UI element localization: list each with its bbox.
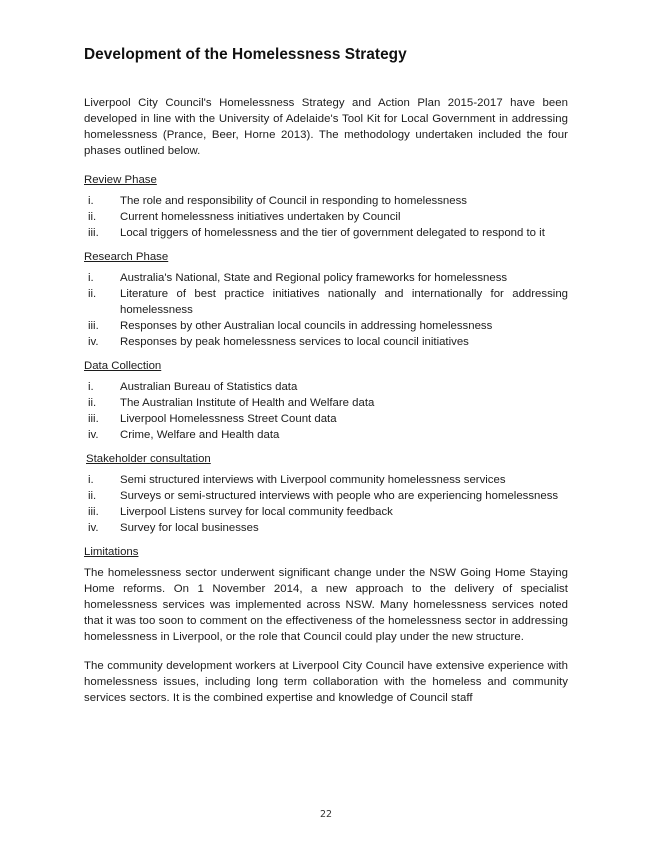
document-page	[84, 46, 568, 719]
list-item-text: The Australian Institute of Health and Welfare data	[120, 397, 375, 409]
list-item	[84, 270, 568, 286]
stakeholder-consultation-list	[84, 472, 568, 536]
list-number: iii.	[88, 413, 99, 425]
list-item	[84, 193, 568, 209]
list-item	[84, 225, 568, 241]
list-number: i.	[88, 272, 94, 284]
list-item	[84, 520, 568, 536]
list-item-text: Liverpool Homelessness Street Count data	[120, 413, 337, 425]
list-item	[84, 379, 568, 395]
list-item-text: Survey for local businesses	[120, 522, 259, 534]
list-item	[84, 411, 568, 427]
list-item	[84, 488, 568, 504]
list-number: iv.	[88, 429, 99, 441]
research-phase-list	[84, 270, 568, 350]
list-item	[84, 334, 568, 350]
list-number: iv.	[88, 522, 99, 534]
intro-paragraph: Liverpool City Council's Homelessness Strategy and Action Plan 2015-2017 have been developed in line with the University of Adelaide's Tool Kit for Local Government in addressing homelessness (Prance, Beer, Horne 2013). The methodology undertaken included the four phases outlined below.	[84, 97, 568, 157]
list-item	[84, 395, 568, 411]
section-heading: Research Phase	[84, 251, 169, 263]
list-item	[84, 427, 568, 443]
list-item	[84, 209, 568, 225]
list-number: ii.	[88, 397, 97, 409]
review-phase-list	[84, 193, 568, 241]
list-item-text: Australia's National, State and Regional policy frameworks for homelessness	[120, 272, 508, 284]
list-number: iii.	[88, 227, 99, 239]
list-item	[84, 472, 568, 488]
limitations-paragraph: The community development workers at Liverpool City Council have extensive experience with homelessness issues, including long term collaboration with the homeless and community services sectors. It is the combined expertise and knowledge of Council staff	[84, 660, 568, 704]
limitations-paragraph: The homelessness sector underwent significant change under the NSW Going Home Staying Home reforms. On 1 November 2014, a new approach to the delivery of specialist homelessness services was implemented across NSW. Many homelessness services noted that it was too soon to comment on the effectiveness of the homelessness sector in addressing homelessness in Liverpool, or the role that Council could play under the new structure.	[84, 567, 568, 643]
list-number: i.	[88, 195, 94, 207]
list-number: ii.	[88, 211, 97, 223]
list-number: iii.	[88, 506, 99, 518]
list-item-text: The role and responsibility of Council in responding to homelessness	[120, 195, 467, 207]
section-heading: Review Phase	[84, 174, 157, 186]
list-item-text: Responses by peak homelessness services to local council initiatives	[120, 336, 469, 348]
page-number: 22	[319, 809, 333, 820]
list-item-text: Crime, Welfare and Health data	[120, 429, 280, 441]
list-item-text: Australian Bureau of Statistics data	[120, 381, 298, 393]
page-title: Development of the Homelessness Strategy	[84, 46, 407, 63]
section-review-phase	[84, 172, 568, 241]
list-item-text: Current homelessness initiatives undertaken by Council	[120, 211, 401, 223]
list-number: ii.	[88, 490, 97, 502]
list-item	[84, 504, 568, 520]
list-number: ii.	[88, 288, 97, 300]
section-stakeholder-consultation	[84, 451, 568, 536]
section-heading: Limitations	[84, 546, 139, 558]
section-limitations	[84, 544, 568, 706]
list-number: iv.	[88, 336, 99, 348]
list-number: i.	[88, 381, 94, 393]
list-item-text: Responses by other Australian local councils in addressing homelessness	[120, 320, 493, 332]
list-item	[84, 318, 568, 334]
list-item-text: Literature of best practice initiatives nationally and internationally for addressing homelessness	[120, 288, 568, 316]
section-data-collection	[84, 358, 568, 443]
section-heading: Stakeholder consultation	[86, 453, 211, 465]
section-research-phase	[84, 249, 568, 350]
list-item-text: Liverpool Listens survey for local community feedback	[120, 506, 393, 518]
list-item	[84, 286, 568, 318]
list-number: i.	[88, 474, 94, 486]
list-item-text: Semi structured interviews with Liverpool community homelessness services	[120, 474, 506, 486]
list-number: iii.	[88, 320, 99, 332]
list-item-text: Surveys or semi-structured interviews with people who are experiencing homelessness	[120, 490, 559, 502]
section-heading: Data Collection	[84, 360, 162, 372]
list-item-text: Local triggers of homelessness and the tier of government delegated to respond to it	[120, 227, 545, 239]
data-collection-list	[84, 379, 568, 443]
